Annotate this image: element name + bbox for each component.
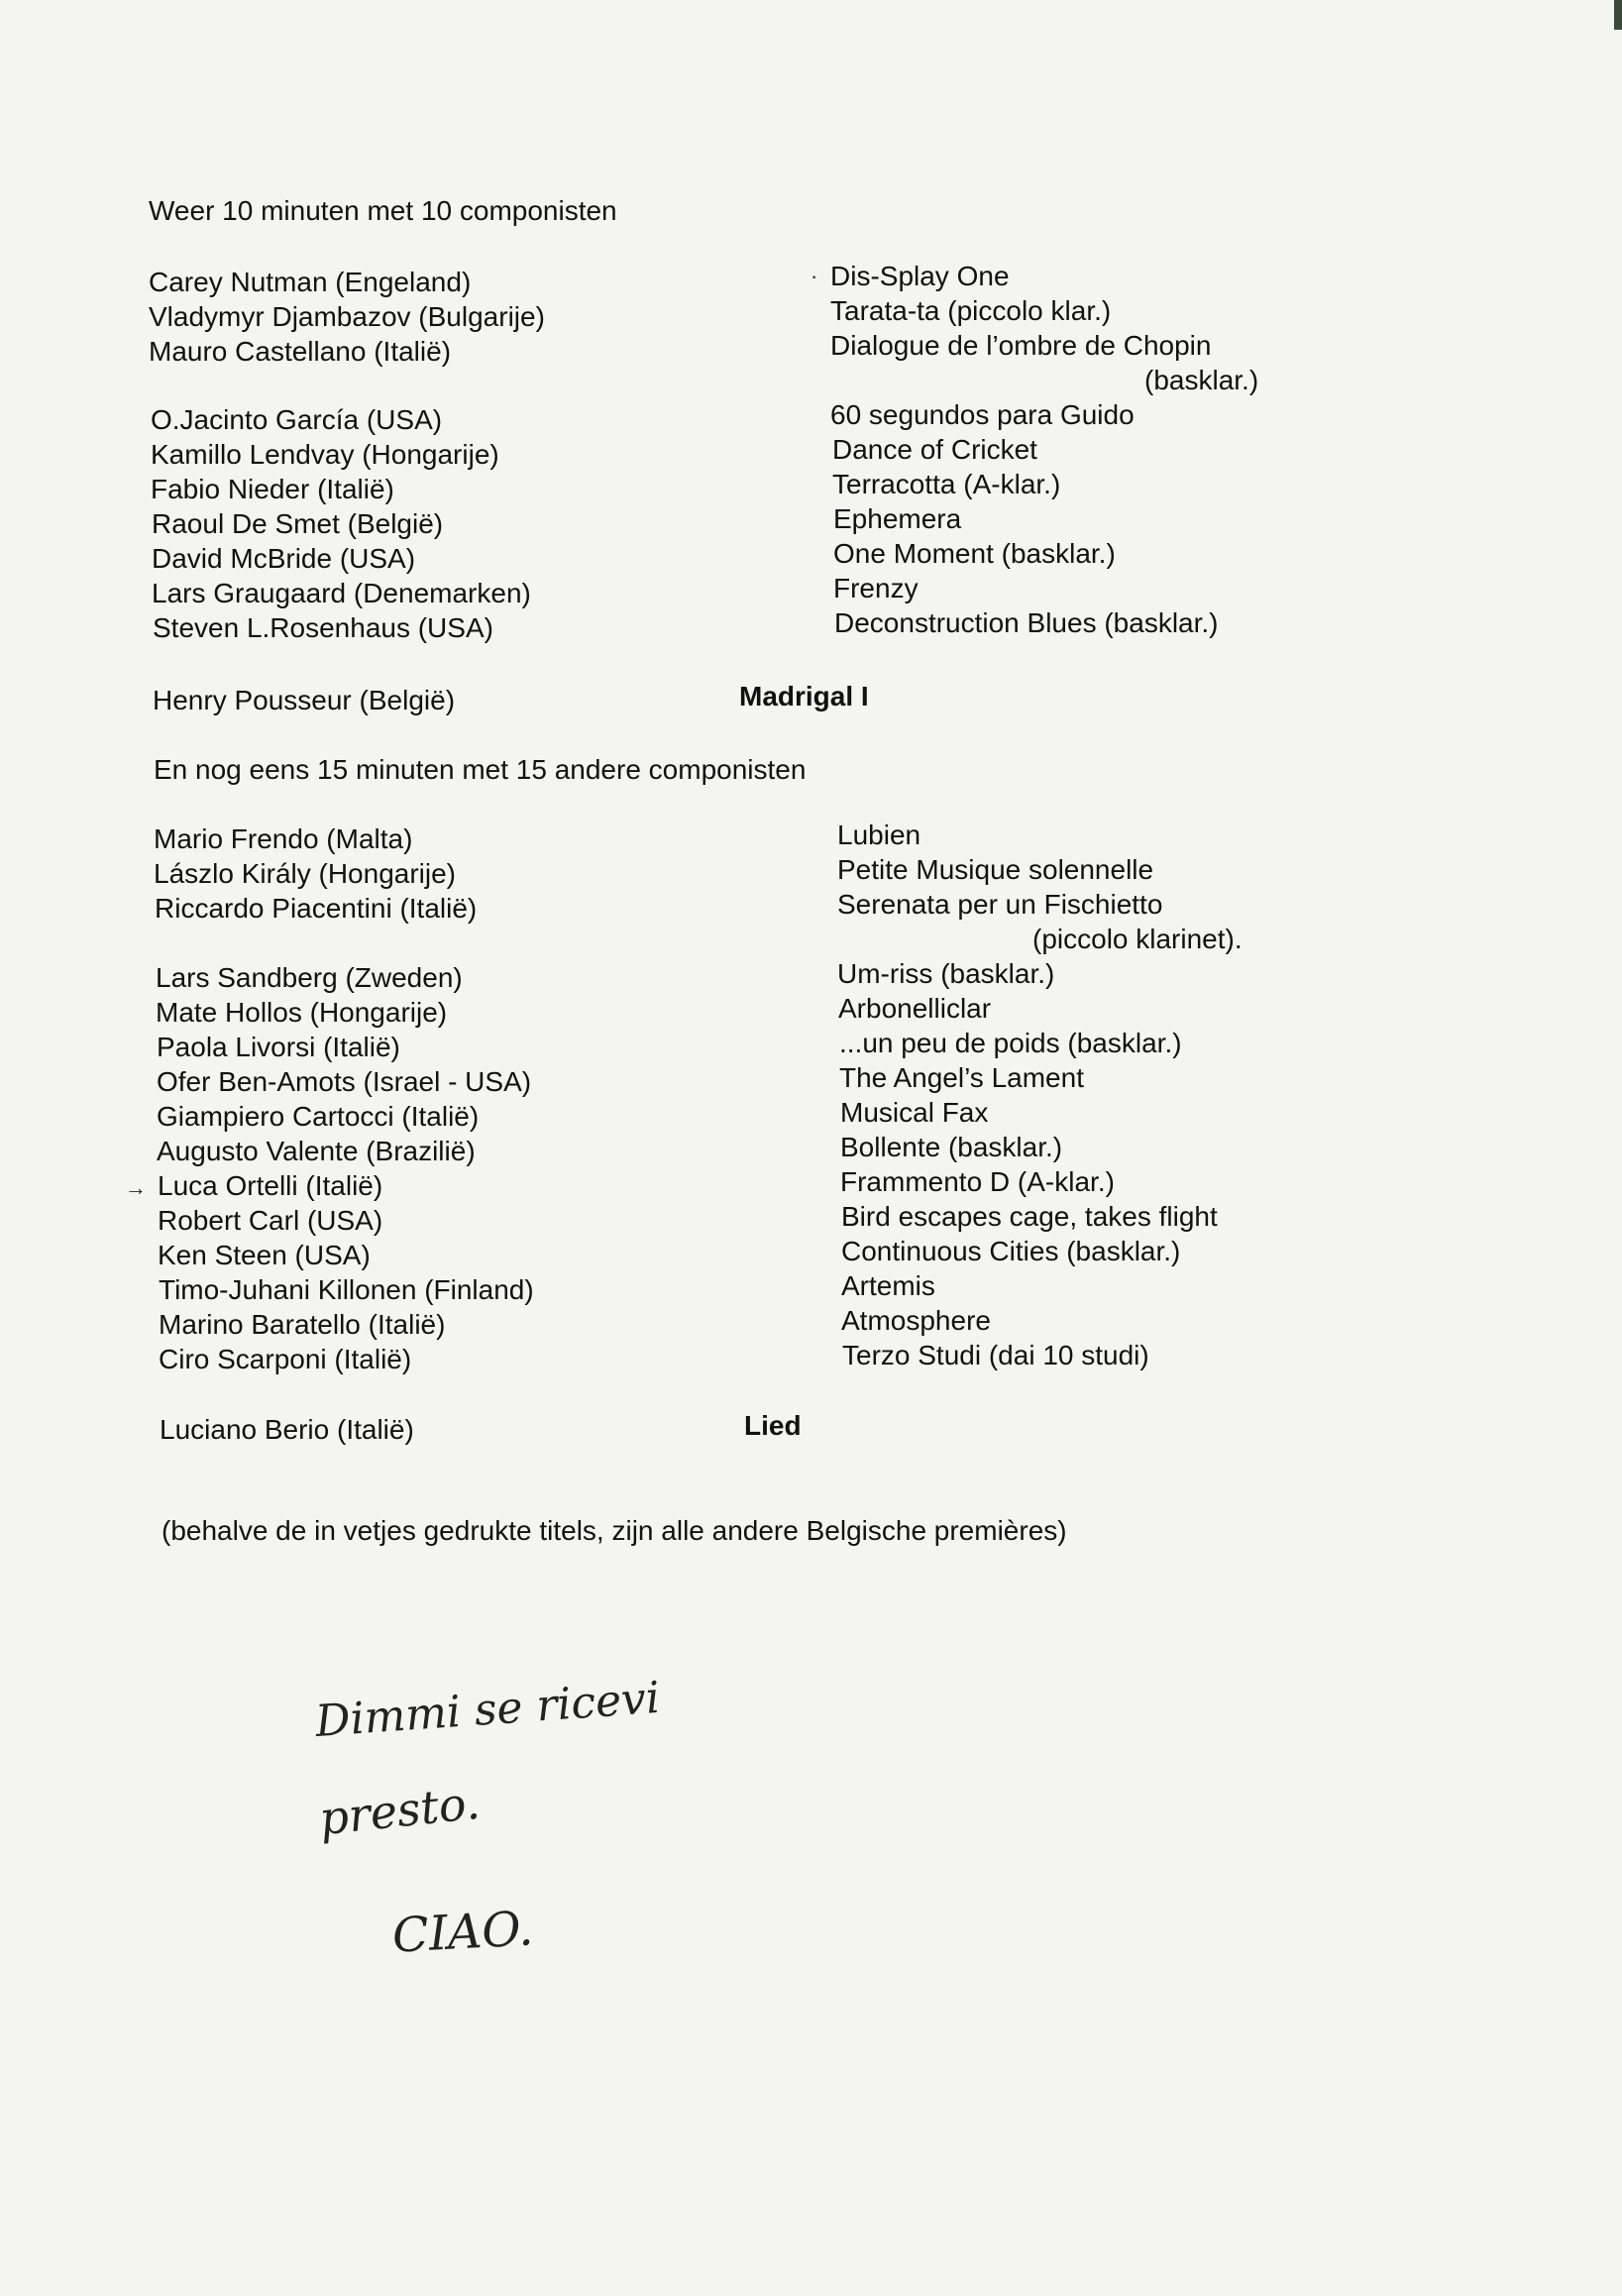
work-item: 60 segundos para Guido	[830, 399, 1135, 430]
bullet-mark: ·	[811, 264, 818, 288]
handwritten-line: Dimmi se ricevi	[313, 1672, 662, 1748]
work-item: Terzo Studi (dai 10 studi)	[842, 1340, 1149, 1370]
composer-item: Paola Livorsi (Italië)	[157, 1032, 400, 1062]
composer-item: Kamillo Lendvay (Hongarije)	[151, 439, 499, 470]
handwritten-tick-mark: →	[125, 1175, 147, 1200]
premiere-footnote: (behalve de in vetjes gedrukte titels, zijn alle andere Belgische premières)	[162, 1515, 1067, 1546]
pousseur-composer: Henry Pousseur (België)	[153, 685, 456, 715]
composer-item: David McBride (USA)	[152, 543, 416, 574]
work-item: Um-riss (basklar.)	[837, 958, 1055, 989]
work-item: Arbonelliclar	[838, 993, 992, 1024]
work-item-continuation: (piccolo klarinet).	[1032, 924, 1243, 954]
composer-item: Marino Baratello (Italië)	[159, 1309, 446, 1340]
work-item-continuation: (basklar.)	[1144, 365, 1259, 395]
work-item: ...un peu de poids (basklar.)	[839, 1028, 1182, 1058]
berio-composer: Luciano Berio (Italië)	[160, 1414, 414, 1445]
work-item: Dis-Splay One	[830, 261, 1010, 291]
work-item: Bird escapes cage, takes flight	[841, 1201, 1218, 1232]
work-item: Petite Musique solennelle	[837, 854, 1154, 885]
section2-heading: En nog eens 15 minuten met 15 andere componisten	[154, 754, 807, 785]
composer-item: Lars Sandberg (Zweden)	[156, 962, 463, 993]
composer-item: Lászlo Király (Hongarije)	[154, 858, 457, 889]
composer-item: Riccardo Piacentini (Italië)	[155, 893, 478, 924]
work-item: One Moment (basklar.)	[833, 538, 1116, 569]
composer-item: Augusto Valente (Brazilië)	[157, 1136, 476, 1166]
composer-item: Raoul De Smet (België)	[152, 508, 444, 539]
work-item: Tarata-ta (piccolo klar.)	[830, 295, 1112, 326]
handwritten-line: presto.	[316, 1775, 483, 1846]
work-item: Dialogue de l’ombre de Chopin	[830, 330, 1212, 361]
composer-item: Mauro Castellano (Italië)	[149, 336, 452, 367]
work-item: Bollente (basklar.)	[840, 1132, 1063, 1162]
composer-item: Ofer Ben-Amots (Israel - USA)	[157, 1066, 532, 1097]
berio-work: Lied	[744, 1410, 802, 1441]
composer-item: Lars Graugaard (Denemarken)	[152, 578, 531, 608]
composer-item: Mario Frendo (Malta)	[154, 823, 413, 854]
composer-item: O.Jacinto García (USA)	[151, 404, 443, 435]
work-item: Dance of Cricket	[832, 434, 1037, 465]
composer-item: Steven L.Rosenhaus (USA)	[153, 612, 493, 643]
page-edge-strip	[1614, 0, 1622, 30]
work-item: Continuous Cities (basklar.)	[841, 1236, 1181, 1266]
composer-item: Fabio Nieder (Italië)	[151, 474, 394, 504]
composer-item: Robert Carl (USA)	[158, 1205, 383, 1236]
work-item: Frenzy	[833, 573, 919, 603]
handwritten-signature: CIAO.	[390, 1901, 535, 1964]
composer-item: Timo-Juhani Killonen (Finland)	[159, 1274, 534, 1305]
work-item: Terracotta (A-klar.)	[832, 469, 1061, 499]
composer-item: Ken Steen (USA)	[158, 1240, 371, 1270]
composer-item: Mate Hollos (Hongarije)	[156, 997, 448, 1028]
work-item: Ephemera	[833, 503, 962, 534]
work-item: Lubien	[837, 820, 921, 850]
composer-item: Luca Ortelli (Italië)	[158, 1170, 383, 1201]
work-item: Atmosphere	[841, 1305, 991, 1336]
pousseur-work: Madrigal I	[739, 681, 869, 711]
work-item: Serenata per un Fischietto	[837, 889, 1163, 920]
work-item: The Angel’s Lament	[839, 1062, 1084, 1093]
work-item: Deconstruction Blues (basklar.)	[834, 607, 1219, 638]
work-item: Artemis	[841, 1270, 935, 1301]
work-item: Frammento D (A-klar.)	[840, 1166, 1115, 1197]
composer-item: Carey Nutman (Engeland)	[149, 267, 472, 297]
composer-item: Vladymyr Djambazov (Bulgarije)	[149, 301, 545, 332]
composer-item: Ciro Scarponi (Italië)	[159, 1344, 412, 1374]
work-item: Musical Fax	[840, 1097, 989, 1128]
section1-heading: Weer 10 minuten met 10 componisten	[149, 195, 617, 226]
composer-item: Giampiero Cartocci (Italië)	[157, 1101, 480, 1132]
